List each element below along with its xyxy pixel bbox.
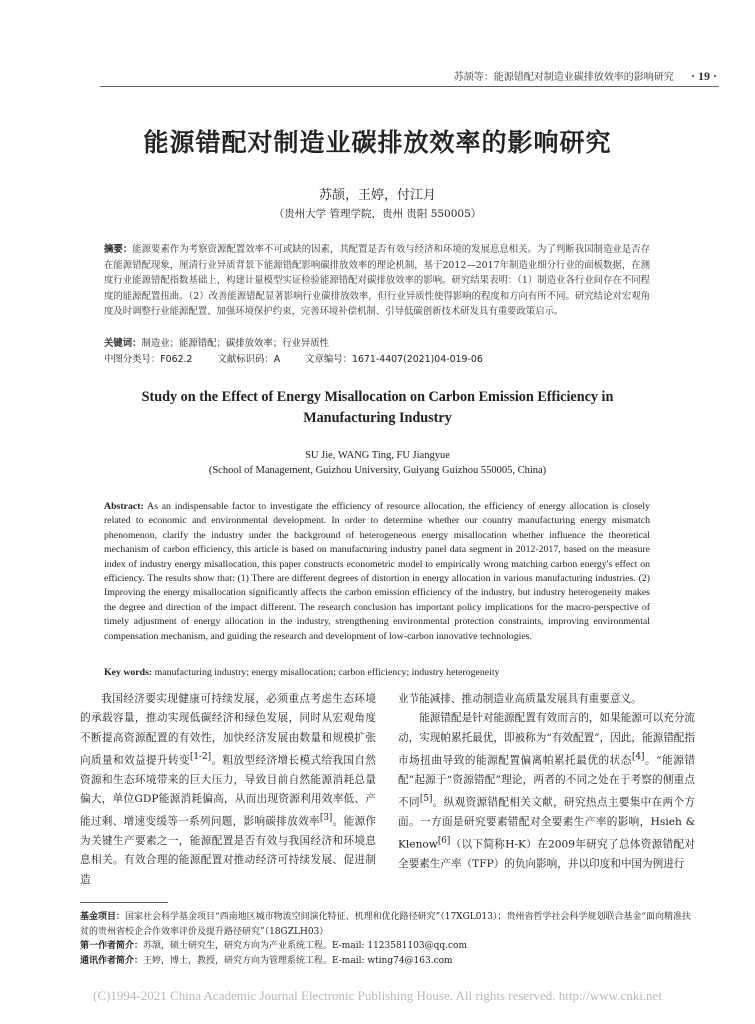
authors-cn: 苏颉，王婷，付江月 (318, 188, 436, 203)
abstract-cn-label: 摘要： (104, 244, 133, 255)
keywords-en-label: Key words: (104, 667, 153, 678)
running-head (0, 68, 717, 84)
affiliation-cn: （贵州大学 管理学院，贵州 贵阳 550005） (273, 208, 482, 220)
copyright-watermark: (C)1994-2021 China Academic Journal Electronic Publishing House. All rights reserved. http://www.cnki.net (93, 988, 662, 1003)
keywords-en (104, 666, 650, 680)
running-head-text: 苏颉等：能源错配对制造业碳排放效率的影响研究 (453, 72, 674, 83)
abstract-en-text: As an indispensable factor to investigate the efficiency of resource allocation, the efficiency of energy allocation is closely related to economic and environmental development. In order to determine whether our country manufacturing energy mismatch phenomenon, clarify the industry under the background of heterogeneous energy misallocation whether influence the theoretical mechanism of carbon efficiency, this article is based on manufacturing industry panel data segment in 2012-2017, based on the measure index of industry energy misallocation, this paper constructs econometric model to empirically wrong matching carbon energy's effect on efficiency. The results show that: (1) There are different degrees of distortion in energy allocation in various manufacturing industries. (2) Improving the energy misallocation significantly affects the carbon emission efficiency of the industry, but industry heterogeneity makes the degree and direction of the impact different. The research conclusion has important policy implications for the macro-perspective of timely adjustment of energy allocation in the industry, strengthening environmental protection constraints, improving environmental compensation mechanism, and guiding the research and development of low-carbon innovative technologies. (104, 501, 650, 642)
citation: [4] (631, 751, 645, 762)
abstract-cn (104, 242, 650, 320)
body-column-left (80, 690, 376, 890)
body-paragraph: 能源错配是针对能源配置有效而言的，如果能源可以充分流动，实现帕累托最优，即被称为“有效配置”，因此，能源错配指市场扭曲导致的能源配置偏离帕累托最优的状态[4]。“能源错配”起源于“资源错配”理论，两者的不同之处在于考察的侧重点不同[5]。纵观资源错配相关文献，研究热点主要集中在两个方面。一方面是研究要素错配对全要素生产率的影响，Hsieh & Klenow[6]（以下简称H-K）在2009年研究了总体资源错配对全要素生产率（TFP）的负向影响，并以印度和中国为例进行 (398, 712, 696, 870)
body-paragraph: 我国经济要实现健康可持续发展，必须重点考虑生态环境的承载容量，推动实现低碳经济和绿色发展，同时从宏观角度不断提高资源配置的有效性，加快经济发展由数量和规模扩张向质量和效益提升转变[1-2]。粗放型经济增长模式给我国自然资源和生态环境带来的巨大压力，导致目前自然能源消耗总量偏大，单位GDP能源消耗偏高，从而出现资源利用效率低、产能过剩、增速变缓等一系列问题，影响碳排放效率[3]。能源作为关键生产要素之一，能源配置是否有效与我国经济和环境息息相关。有效合理的能源配置对推动经济可持续发展、促进制造 (80, 693, 377, 886)
document-code: 文献标识码：A (217, 354, 281, 365)
body-column-right (398, 690, 695, 874)
keywords-cn (104, 336, 650, 351)
authors-en: SU Jie, WANG Ting, FU Jiangyue (305, 450, 450, 461)
classification-line (104, 352, 650, 367)
clc-number: 中图分类号：F062.2 (104, 354, 193, 365)
abstract-en (104, 500, 650, 644)
citation: [5] (419, 794, 433, 805)
paper-title-cn: 能源错配对制造业碳排放效率的影响研究 (143, 128, 612, 157)
keywords-cn-text: 制造业；能源错配；碳排放效率；行业异质性 (141, 338, 330, 349)
keywords-en-text: manufacturing industry; energy misallocation; carbon efficiency; industry heterogeneity (154, 667, 500, 678)
abstract-en-label: Abstract: (104, 501, 144, 512)
citation: [6] (437, 836, 451, 847)
keywords-cn-label: 关键词： (104, 338, 142, 349)
affiliation-en: (School of Management, Guizhou University, Guiyang Guizhou 550005, China) (208, 465, 547, 476)
fund-note: 基金项目：国家社会科学基金项目“西南地区城市物流空间演化特征、机理和优化路径研究”（17XGL013）；贵州省哲学社会科学规划联合基金“面向精准扶贫的贵州省校企合作效率评价及提升路径研究”（18GZLH03） (80, 912, 692, 937)
citation: [1-2] (189, 751, 212, 762)
corresponding-author-note: 通讯作者简介：王婷，博士，教授，研究方向为管理系统工程。E-mail: wting74@163.com (80, 955, 453, 966)
page-number: · 19 · (690, 69, 717, 83)
abstract-cn-text: 能源要素作为考察资源配置效率不可或缺的因素，其配置是否有效与经济和环境的发展息息相关。为了判断我国制造业是否存在能源错配现象，厘清行业异质背景下能源错配影响碳排放效率的理论机制，基于2012—2017年制造业细分行业的面板数据，在测度行业能源错配指数基础上，构建计量模型实证检验能源错配对碳排放效率的影响。研究结果表明：（1）制造业各行业间存在不同程度的能源配置扭曲。（2）改善能源错配显著影响行业碳排放效率，但行业异质性使得影响的程度和方向有所不同。研究结论对宏观角度及时调整行业能源配置、加强环境保护约束，完善环境补偿机制、引导低碳创新技术研发具有重要政策启示。 (104, 244, 650, 318)
paper-title-en: Study on the Effect of Energy Misallocation on Carbon Emission Efficiency in Manufacturing Industry (141, 389, 614, 426)
first-author-note: 第一作者简介：苏颉，硕士研究生，研究方向为产业系统工程。E-mail: 1123581103@qq.com (80, 941, 467, 952)
citation: [3] (319, 813, 333, 824)
article-number: 文章编号：1671-4407(2021)04-019-06 (305, 354, 483, 365)
body-paragraph: 业节能减排、推动制造业高质量发展具有重要意义。 (398, 693, 642, 705)
header-rule (100, 86, 719, 87)
footnotes (80, 910, 692, 968)
footnote-rule (80, 902, 168, 903)
